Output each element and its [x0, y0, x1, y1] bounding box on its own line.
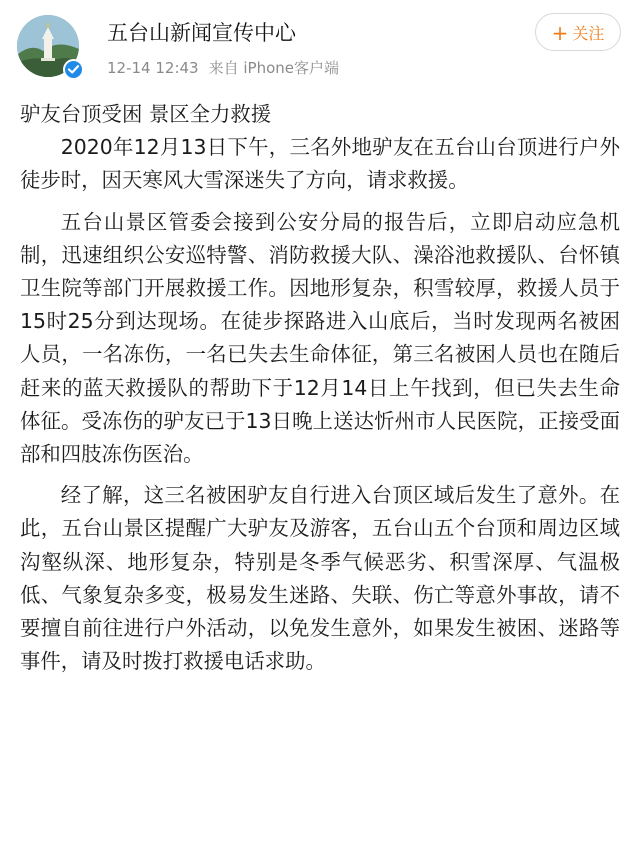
post-paragraph: 经了解，这三名被困驴友自行进入台顶区域后发生了意外。在此，五台山景区提醒广大驴友及游客，五台山五个台顶和周边区域沟壑纵深、地形复杂，特别是冬季气候恶劣、积雪深厚、气温极低、气象复杂多变，极易发生迷路、失联、伤亡等意外事故，请不要擅自前往进行户外活动，以免发生意外，如果发生被困、迷路等事件，请及时拨打救援电话求助。	[20, 483, 620, 674]
follow-button[interactable]	[535, 13, 621, 51]
author-name[interactable]: 五台山新闻宣传中心	[107, 21, 296, 45]
post-time: 12-14 12:43	[107, 59, 199, 77]
post-source[interactable]: 来自 iPhone客户端	[208, 59, 339, 77]
post-title: 驴友台顶受困 景区全力救援	[20, 102, 272, 126]
plus-icon: +	[551, 21, 569, 45]
follow-label: 关注	[572, 24, 605, 43]
post-header	[0, 0, 641, 92]
post-paragraph: 2020年12月13日下午，三名外地驴友在五台山台顶进行户外徒步时，因天寒风大雪深迷失了方向，请求救援。	[20, 135, 620, 193]
post-paragraph: 五台山景区管委会接到公安分局的报告后，立即启动应急机制，迅速组织公安巡特警、消防救援大队、澡浴池救援队、台怀镇卫生院等部门开展救援工作。因地形复杂，积雪较厚，救援人员于15时25分到达现场。在徒步探路进入山底后，当时发现两名被困人员，一名冻伤，一名已失去生命体征，第三名被困人员也在随后赶来的蓝天救援队的帮助下于12月14日上午找到，但已失去生命体征。受冻伤的驴友已于13日晚上送达忻州市人民医院，正接受面部和四肢冻伤医治。	[20, 209, 620, 467]
verified-badge-icon	[63, 59, 84, 80]
post-body	[20, 98, 620, 686]
post-meta	[107, 57, 339, 79]
